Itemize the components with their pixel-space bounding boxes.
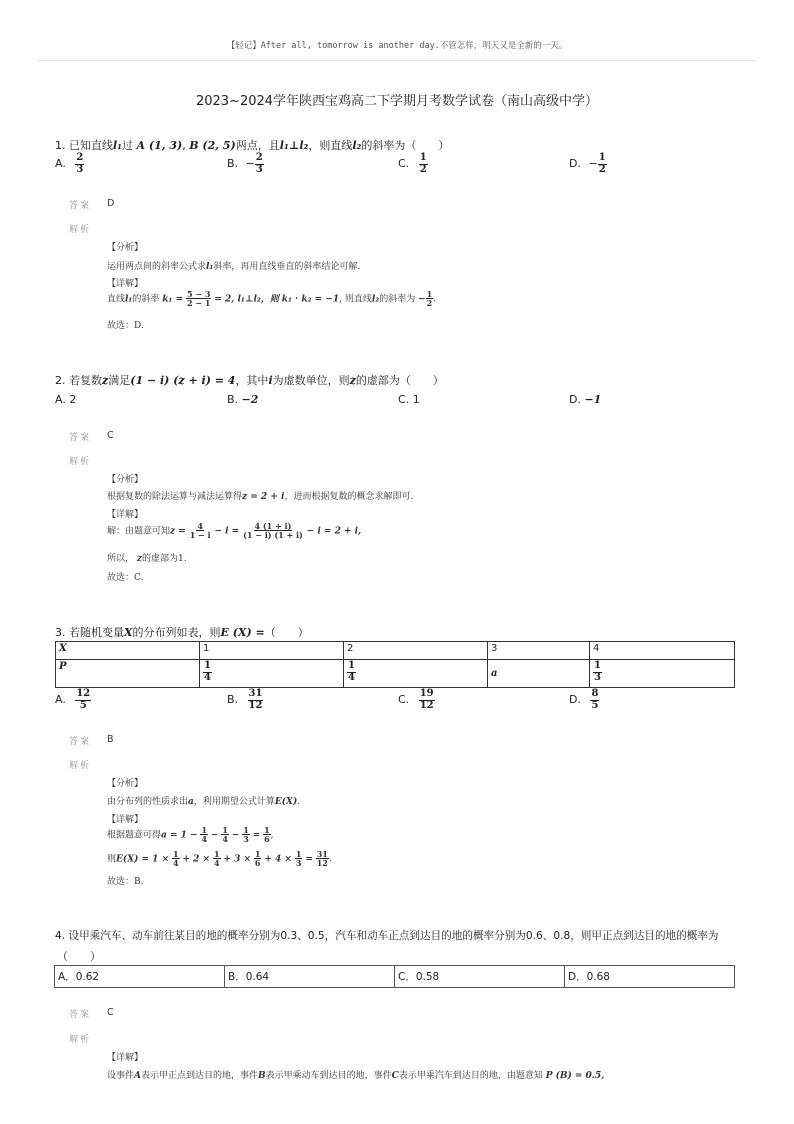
text: 则 bbox=[107, 854, 117, 865]
text: 满足 bbox=[108, 374, 131, 387]
numerator: 2 bbox=[255, 152, 263, 163]
math: = bbox=[305, 854, 313, 865]
text: ，其中 bbox=[235, 374, 269, 387]
fraction bbox=[593, 661, 602, 683]
fenxi-heading: 【分析】 bbox=[107, 243, 144, 253]
numerator: 1 bbox=[348, 660, 355, 671]
fraction bbox=[172, 850, 180, 868]
q2-conclusion: 故选：C. bbox=[107, 573, 144, 583]
option-letter: B. bbox=[227, 157, 239, 170]
text: 若复数 bbox=[69, 374, 102, 387]
q1-text: 两点，且 bbox=[235, 139, 280, 152]
option-value: 0.58 bbox=[415, 971, 440, 983]
text: ，进而根据复数的概念求解即可. bbox=[284, 492, 414, 502]
option-letter: C. bbox=[398, 393, 410, 406]
math: a = 1 − bbox=[161, 830, 198, 841]
option-fraction bbox=[75, 689, 91, 711]
math: E (X) = bbox=[220, 626, 265, 639]
denominator: 2 − 1 bbox=[187, 298, 211, 309]
math: A bbox=[134, 1071, 141, 1081]
question-3-stem bbox=[55, 624, 309, 640]
q3-answer-value: B bbox=[107, 734, 114, 745]
question-2-stem bbox=[55, 372, 444, 388]
fraction bbox=[263, 826, 271, 844]
table-cell bbox=[344, 660, 488, 688]
numerator: 1 bbox=[598, 152, 606, 163]
q3-detail-line-1 bbox=[107, 826, 274, 844]
numerator: 4 (1 + i) bbox=[254, 521, 292, 531]
math: l₂ bbox=[371, 294, 380, 305]
fraction bbox=[221, 826, 229, 844]
denominator: 2 bbox=[426, 298, 433, 309]
page-title: 2023~2024学年陕西宝鸡高二下学期月考数学试卷（南山高级中学） bbox=[195, 94, 599, 109]
text: 为虚数单位，则 bbox=[272, 374, 350, 387]
fraction bbox=[200, 826, 208, 844]
xiangjie-heading: 【详解】 bbox=[107, 279, 144, 289]
text: 表示甲乘汽车到达目的地，由题意知 bbox=[398, 1071, 543, 1081]
table-cell bbox=[590, 660, 735, 688]
q3-option-b[interactable] bbox=[227, 689, 263, 711]
q1-option-d[interactable] bbox=[569, 153, 607, 175]
numerator: 8 bbox=[591, 688, 599, 699]
question-number: 1. bbox=[55, 139, 66, 152]
table-row bbox=[56, 642, 735, 660]
text: 的虚部为（ ） bbox=[355, 374, 444, 387]
table-cell: P bbox=[56, 660, 200, 688]
question-number: 3. bbox=[55, 626, 66, 639]
option-letter: B． bbox=[228, 971, 246, 983]
option-sign: − bbox=[588, 157, 598, 170]
math: k₁ · k₂ = −1 bbox=[281, 294, 340, 305]
numerator: 5 − 3 bbox=[187, 289, 211, 299]
text: 的虚部为1. bbox=[142, 554, 187, 564]
text: （ ） bbox=[264, 626, 309, 639]
text: 表示甲正点到达目的地，事件 bbox=[141, 1071, 259, 1081]
q1-text: 的斜率为（ ） bbox=[361, 139, 450, 152]
math: + 4 × bbox=[264, 854, 292, 865]
option-letter: B. bbox=[227, 393, 239, 406]
option-letter: C. bbox=[398, 157, 410, 170]
question-1-stem: 1. 已知直线l₁过 A (1, 3), B (2, 5)两点，且l₁⊥l₂，则直线l₂的斜率为（ ） bbox=[55, 139, 450, 152]
text: 由分布列的性质求出 bbox=[107, 797, 189, 807]
q1-detail-line bbox=[107, 290, 436, 308]
denominator: 3 bbox=[76, 163, 84, 175]
option-value: −2 bbox=[241, 393, 259, 406]
option-fraction bbox=[248, 689, 264, 711]
fraction bbox=[295, 850, 303, 868]
numerator: 1 bbox=[419, 152, 427, 163]
question-number: 2. bbox=[55, 374, 66, 387]
xiangjie-heading: 【详解】 bbox=[107, 815, 144, 825]
table-row bbox=[55, 966, 735, 988]
denominator: 12 bbox=[248, 699, 263, 711]
option-fraction bbox=[419, 153, 428, 175]
q2-option-b[interactable] bbox=[227, 393, 258, 406]
q3-fenxi-text bbox=[107, 794, 300, 807]
denominator: 4 bbox=[201, 834, 208, 845]
math: + 2 × bbox=[182, 854, 211, 865]
math: l₁ bbox=[125, 294, 133, 305]
denominator: 3 bbox=[594, 671, 601, 683]
analysis-label: 解析 bbox=[69, 457, 92, 467]
q1-fenxi-text bbox=[107, 259, 360, 272]
text: 表示甲乘动车到达目的地，事件 bbox=[265, 1071, 392, 1081]
text: 解：由题意可知 bbox=[107, 526, 171, 537]
text: 的斜率 bbox=[132, 294, 160, 305]
math: = 2, l₁⊥l₂，则 bbox=[214, 294, 279, 305]
fenxi-heading: 【分析】 bbox=[107, 779, 144, 789]
numerator: 1 bbox=[173, 849, 179, 859]
numerator: 1 bbox=[243, 825, 249, 835]
question-4-stem bbox=[55, 928, 719, 943]
fraction bbox=[189, 522, 212, 540]
denominator: 3 bbox=[243, 834, 249, 845]
option-letter: C. bbox=[398, 693, 410, 706]
option-fraction bbox=[75, 153, 84, 175]
numerator: 1 bbox=[213, 849, 220, 859]
question-number: 4. bbox=[55, 930, 66, 942]
text: ，利用期望公式计算 bbox=[193, 797, 275, 807]
math: z = 2 + i bbox=[242, 492, 285, 502]
numerator: 1 bbox=[254, 849, 261, 859]
fraction bbox=[242, 826, 250, 844]
answer-label: 答案 bbox=[69, 433, 92, 443]
fraction bbox=[347, 661, 356, 683]
q4-option-d[interactable] bbox=[565, 966, 735, 988]
numerator: 12 bbox=[76, 688, 91, 699]
analysis-label: 解析 bbox=[69, 1035, 92, 1045]
numerator: 1 bbox=[201, 825, 208, 835]
text: 运用两点间的斜率公式求 bbox=[107, 262, 207, 272]
q1-text: ，则直线 bbox=[308, 139, 353, 152]
denominator: 3 bbox=[295, 858, 302, 869]
option-fraction bbox=[419, 689, 435, 711]
numerator: 1 bbox=[222, 825, 228, 835]
option-letter: B. bbox=[227, 693, 239, 706]
table-cell bbox=[200, 660, 344, 688]
fraction bbox=[213, 850, 221, 868]
math: X bbox=[124, 626, 133, 639]
q4-detail-line bbox=[107, 1068, 604, 1081]
distribution-table bbox=[55, 641, 735, 688]
q2-fenxi-text bbox=[107, 489, 413, 502]
numerator: 31 bbox=[248, 688, 263, 699]
denominator: 5 bbox=[79, 699, 87, 711]
q4-option-c[interactable] bbox=[395, 966, 565, 988]
table-cell: a bbox=[488, 660, 590, 688]
q1-conclusion: 故选：D. bbox=[107, 321, 144, 331]
table-cell: 2 bbox=[344, 642, 488, 660]
math: P (B) = 0.5, bbox=[545, 1071, 605, 1081]
q1-point-a: A (1, 3) bbox=[136, 139, 183, 152]
math: z bbox=[136, 554, 143, 564]
q2-option-c[interactable] bbox=[398, 393, 420, 406]
q1-perp: l₁⊥l₂ bbox=[279, 139, 309, 152]
option-letter: D． bbox=[568, 971, 587, 983]
analysis-label: 解析 bbox=[69, 225, 92, 235]
answer-label: 答案 bbox=[69, 1010, 92, 1020]
q4-blank: （ ） bbox=[57, 950, 101, 963]
table-cell: 1 bbox=[200, 642, 344, 660]
text: 根据题意可得 bbox=[107, 830, 162, 841]
text: 的斜率为 bbox=[379, 294, 416, 305]
denominator: 4 bbox=[222, 834, 228, 845]
option-value: 0.68 bbox=[586, 971, 610, 983]
math: z = bbox=[170, 526, 186, 537]
numerator: 1 bbox=[426, 289, 433, 299]
math: − i = bbox=[214, 526, 240, 537]
text: 所以， bbox=[107, 554, 135, 564]
option-value: 2 bbox=[69, 393, 77, 406]
fraction bbox=[186, 290, 211, 308]
table-cell: 4 bbox=[590, 642, 735, 660]
q3-option-c[interactable] bbox=[398, 689, 435, 711]
option-value: −1 bbox=[584, 393, 602, 406]
q3-conclusion: 故选：B. bbox=[107, 877, 144, 887]
option-letter: C． bbox=[398, 971, 416, 983]
numerator: 2 bbox=[76, 152, 84, 163]
xiangjie-heading: 【详解】 bbox=[107, 510, 144, 520]
text: 的分布列如表，则 bbox=[132, 626, 221, 639]
math: = bbox=[252, 830, 261, 841]
q3-detail-line-2 bbox=[107, 850, 332, 868]
option-letter: D. bbox=[569, 693, 581, 706]
denominator: 12 bbox=[316, 858, 328, 869]
text: 直线 bbox=[107, 294, 126, 305]
text: . bbox=[433, 294, 437, 305]
fraction bbox=[203, 661, 212, 683]
numerator: 31 bbox=[316, 849, 328, 859]
numerator: 19 bbox=[419, 688, 434, 699]
denominator: 6 bbox=[264, 834, 270, 845]
option-value: 0.62 bbox=[75, 971, 100, 983]
q1-option-c[interactable] bbox=[398, 153, 428, 175]
q4-answer-value: C bbox=[107, 1007, 114, 1018]
math: k₁ = bbox=[162, 294, 184, 305]
text: . bbox=[297, 797, 301, 807]
q3-option-d[interactable] bbox=[569, 689, 599, 711]
numerator: 1 bbox=[204, 660, 211, 671]
math: z bbox=[102, 374, 109, 387]
q1-option-b[interactable] bbox=[227, 153, 264, 175]
header-divider bbox=[38, 60, 756, 61]
numerator: 1 bbox=[594, 660, 601, 671]
math: − bbox=[231, 830, 240, 841]
fraction bbox=[316, 850, 329, 868]
denominator: 1 − i bbox=[189, 530, 211, 541]
q4-option-b[interactable] bbox=[225, 966, 395, 988]
numerator: 1 bbox=[295, 849, 302, 859]
text: 根据复数的除法运算与减法运算得 bbox=[107, 492, 243, 502]
math: z bbox=[349, 374, 356, 387]
header-motto: 【轻记】After all, tomorrow is another day.不管怎样，明天又是全新的一天。 bbox=[226, 41, 568, 51]
math: i bbox=[268, 374, 273, 387]
math: B bbox=[258, 1071, 266, 1081]
option-letter: A． bbox=[58, 971, 76, 983]
q1-text: 已知直线 bbox=[69, 139, 113, 152]
option-value: 1 bbox=[412, 393, 420, 406]
denominator: 6 bbox=[254, 858, 261, 869]
text: 设甲乘汽车、动车前往某目的地的概率分别为0.3、0.5，汽车和动车正点到达目的地的概率分别为0.6、0.8，则甲正点到达目的地的概率为 bbox=[68, 930, 719, 942]
analysis-label: 解析 bbox=[69, 761, 92, 771]
text: 若随机变量 bbox=[69, 626, 124, 639]
math: (1 − i) (z + i) = 4 bbox=[130, 374, 236, 387]
math: − i = 2 + i, bbox=[306, 526, 362, 537]
answer-label: 答案 bbox=[69, 737, 92, 747]
q3-option-a[interactable] bbox=[55, 689, 91, 711]
text: 斜率，再用直线垂直的斜率结论可解. bbox=[213, 262, 361, 272]
text: , bbox=[270, 830, 274, 841]
math: − bbox=[418, 294, 426, 305]
denominator: 4 bbox=[173, 858, 179, 869]
math: a bbox=[188, 797, 194, 807]
q2-answer-value: C bbox=[107, 430, 114, 441]
q2-detail-line-2 bbox=[107, 551, 187, 564]
denominator: 4 bbox=[348, 671, 355, 683]
q1-point-b: B (2, 5) bbox=[189, 139, 236, 152]
q2-option-d[interactable] bbox=[569, 393, 601, 406]
denominator: 12 bbox=[419, 699, 434, 711]
option-value: 0.64 bbox=[245, 971, 270, 983]
denominator: 5 bbox=[591, 699, 599, 711]
q2-option-a[interactable] bbox=[55, 393, 76, 406]
denominator: 2 bbox=[419, 163, 427, 175]
answer-label: 答案 bbox=[69, 201, 92, 211]
option-fraction bbox=[598, 153, 607, 175]
fraction bbox=[254, 850, 262, 868]
option-letter: A. bbox=[55, 693, 66, 706]
option-sign: − bbox=[245, 157, 255, 170]
denominator: (1 − i) (1 + i) bbox=[243, 530, 303, 541]
q1-text: 过 bbox=[122, 139, 133, 152]
text: . bbox=[328, 854, 332, 865]
denominator: 4 bbox=[213, 858, 220, 869]
table-row bbox=[56, 660, 735, 688]
math: E(X) = 1 × bbox=[116, 854, 170, 865]
denominator: 4 bbox=[204, 671, 211, 683]
math: − bbox=[210, 830, 219, 841]
math: C bbox=[391, 1071, 399, 1081]
option-letter: A. bbox=[55, 393, 66, 406]
denominator: 2 bbox=[598, 163, 606, 175]
fenxi-heading: 【分析】 bbox=[107, 475, 144, 485]
q2-detail-line bbox=[107, 522, 361, 540]
math: l₁ bbox=[206, 262, 214, 272]
text: , 则直线 bbox=[339, 294, 372, 305]
table-cell: X bbox=[56, 642, 200, 660]
numerator: 4 bbox=[197, 521, 203, 531]
q1-line-l2: l₂ bbox=[352, 139, 362, 152]
math: E(X) bbox=[274, 797, 298, 807]
q1-option-a[interactable] bbox=[55, 153, 84, 175]
option-fraction bbox=[255, 153, 264, 175]
q1-answer-value: D bbox=[107, 198, 115, 209]
text: 设事件 bbox=[107, 1071, 135, 1081]
math: + 3 × bbox=[223, 854, 252, 865]
q1-line-l1: l₁ bbox=[113, 139, 122, 152]
option-letter: D. bbox=[569, 157, 581, 170]
xiangjie-heading: 【详解】 bbox=[107, 1053, 144, 1063]
q4-options-table bbox=[54, 965, 735, 988]
numerator: 1 bbox=[264, 825, 270, 835]
denominator: 3 bbox=[255, 163, 263, 175]
table-cell: 3 bbox=[488, 642, 590, 660]
option-fraction bbox=[590, 689, 599, 711]
option-letter: A. bbox=[55, 157, 66, 170]
q4-option-a[interactable] bbox=[55, 966, 225, 988]
fraction bbox=[242, 522, 304, 540]
option-letter: D. bbox=[569, 393, 581, 406]
